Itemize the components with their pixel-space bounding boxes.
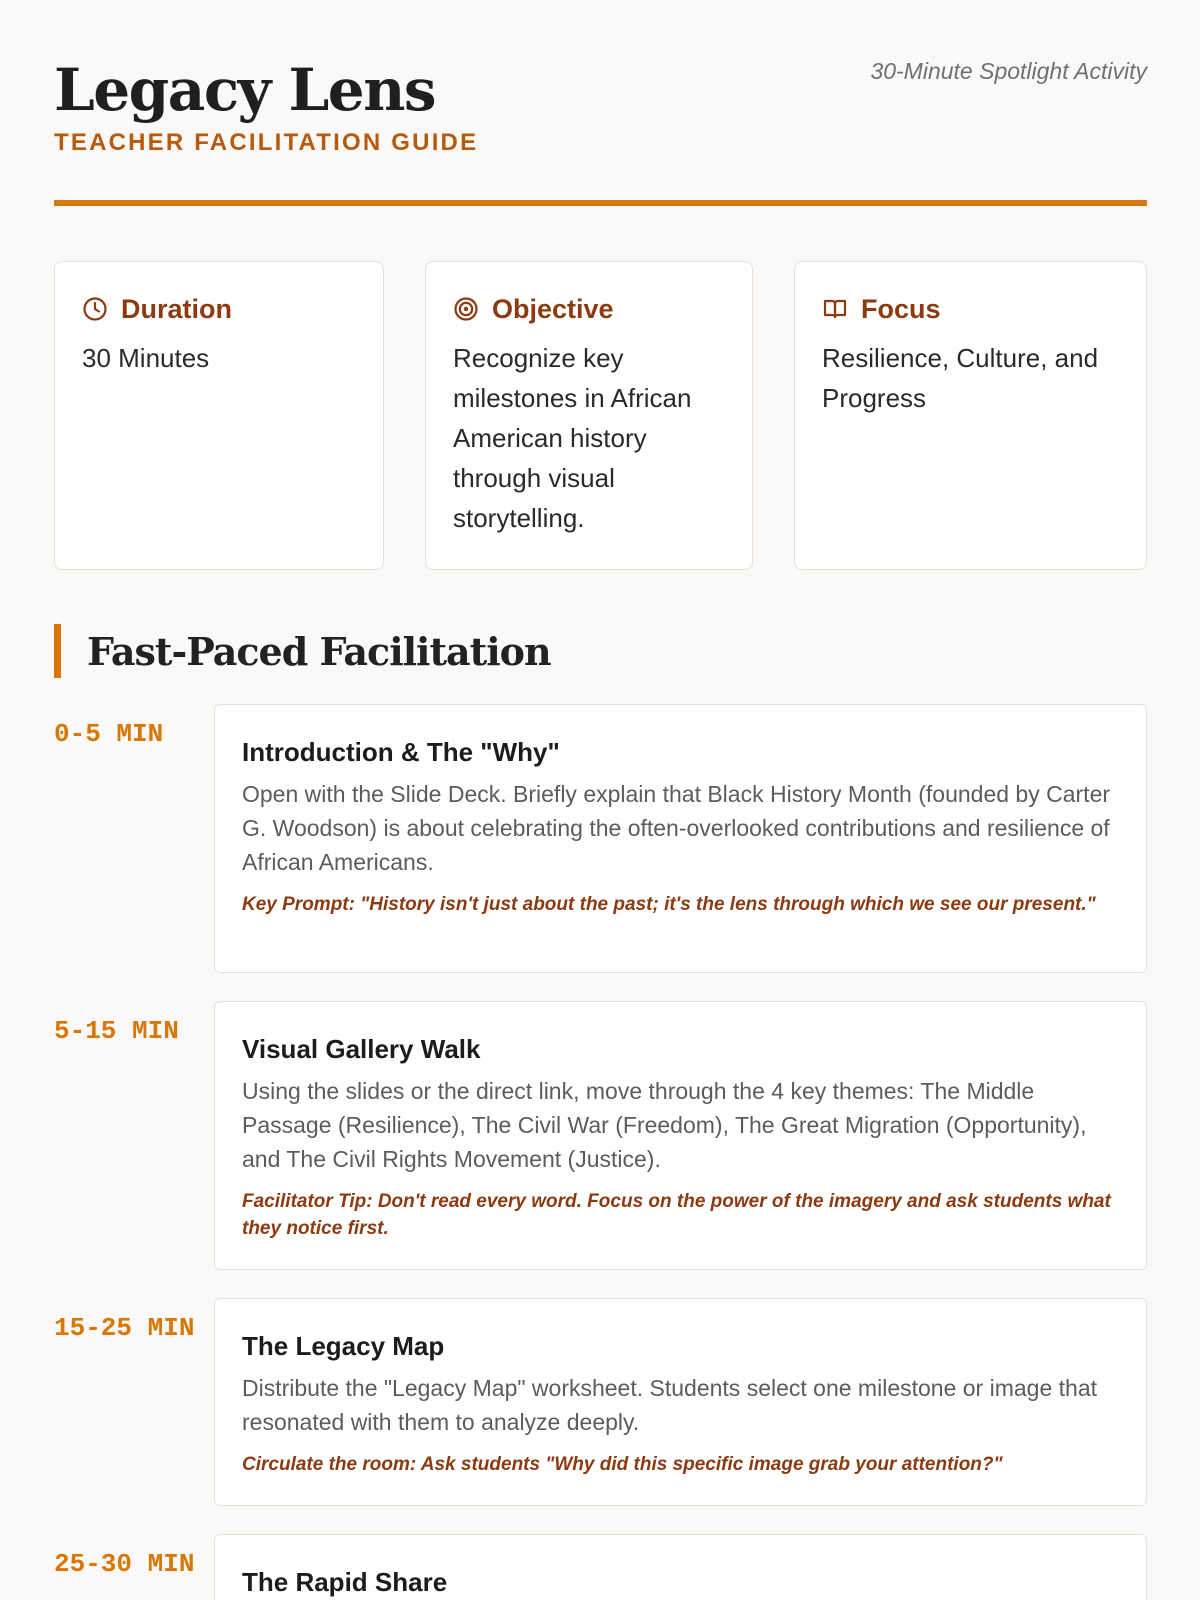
step-title: The Rapid Share: [242, 1567, 448, 1597]
step-card: [214, 1534, 1147, 1600]
card-label: Objective: [492, 294, 614, 324]
clock-icon: [82, 296, 108, 322]
target-icon: [453, 296, 479, 322]
page-subtitle: TEACHER FACILITATION GUIDE: [54, 129, 479, 156]
info-cards: [54, 261, 1147, 570]
card-body: 30 Minutes: [82, 343, 210, 373]
step-card: [214, 704, 1147, 973]
duration-card: [54, 261, 384, 570]
step-description: Using the slides or the direct link, move through the 4 key themes: The Middle Passage (Resilience), The Civil War (Freedom), The Great Migration (Opportunity), and The Civil Rights Movement (Justice).: [242, 1078, 1087, 1172]
step-card: [214, 1298, 1147, 1506]
step-note: Key Prompt: "History isn't just about the past; it's the lens through which we see our present.": [242, 894, 1096, 915]
activity-tagline: 30-Minute Spotlight Activity: [870, 58, 1147, 84]
section-heading: [54, 624, 551, 678]
section-accent-bar: [54, 624, 61, 678]
objective-card: [425, 261, 753, 570]
step-time: 15-25 MIN: [54, 1313, 195, 1343]
step-note: Circulate the room: Ask students "Why did this specific image grab your attention?": [242, 1454, 1003, 1475]
step-time: 5-15 MIN: [54, 1016, 179, 1046]
guide-header: [54, 0, 1147, 210]
step-title: Visual Gallery Walk: [242, 1034, 481, 1064]
open-book-icon: [822, 296, 848, 322]
step-title: Introduction & The "Why": [242, 737, 560, 767]
page-title: Legacy Lens: [54, 56, 436, 124]
step-time: 0-5 MIN: [54, 719, 164, 749]
card-body: Recognize key milestones in African American history through visual storytelling.: [453, 343, 692, 533]
card-label: Focus: [861, 294, 941, 324]
step-note: Facilitator Tip: Don't read every word. Focus on the power of the imagery and ask students what they notice first.: [242, 1191, 1111, 1239]
focus-card: [794, 261, 1147, 570]
section-title: Fast-Paced Facilitation: [87, 628, 551, 674]
card-label: Duration: [121, 294, 232, 324]
step-description: Distribute the "Legacy Map" worksheet. Students select one milestone or image that resonated with them to analyze deeply.: [242, 1375, 1097, 1435]
step-time: 25-30 MIN: [54, 1549, 195, 1579]
step-title: The Legacy Map: [242, 1331, 445, 1361]
step-card: [214, 1001, 1147, 1270]
card-body: Resilience, Culture, and Progress: [822, 343, 1099, 413]
step-description: Open with the Slide Deck. Briefly explain that Black History Month (founded by Carter G. Woodson) is about celebrating the often-overlooked contributions and resilience of African Americans.: [242, 781, 1111, 875]
header-divider: [54, 200, 1147, 206]
facilitation-guide-page: [54, 0, 1147, 1597]
